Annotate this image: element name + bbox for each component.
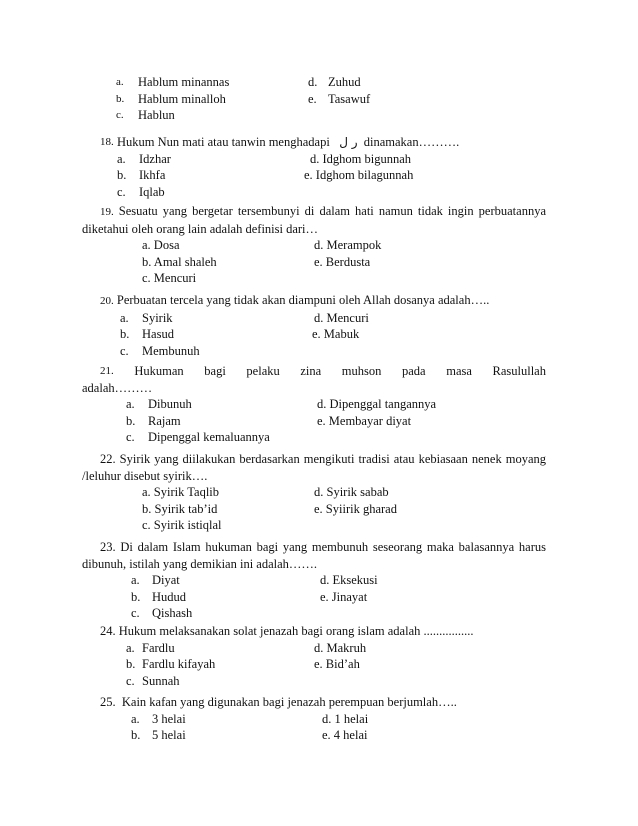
question-number: 25. (100, 695, 116, 709)
question-23 (82, 539, 546, 622)
question-stem (82, 539, 546, 572)
question-stem (117, 134, 459, 151)
option-e: Tasawuf (328, 91, 371, 106)
option-b: Hablum minalloh (138, 91, 226, 106)
option-label: c. (117, 184, 126, 199)
question-25 (82, 694, 546, 744)
option-c: Hablun (138, 108, 175, 122)
option-label: b. (131, 728, 141, 742)
option-label: a. (126, 640, 135, 655)
option-b: Rajam (148, 413, 181, 428)
option-d: d. Eksekusi (320, 573, 378, 587)
question-21 (82, 363, 546, 446)
question-number: 19. (100, 206, 114, 218)
option-e: e. Jinayat (320, 589, 368, 604)
option-label: b. (126, 657, 136, 671)
option-a: Idzhar (139, 151, 171, 166)
option-c: Dipenggal kemaluannya (148, 430, 270, 444)
option-e: e. Syiirik gharad (314, 501, 397, 516)
stem-text: Kain kafan yang digunakan bagi jenazah perempuan berjumlah….. (121, 695, 457, 709)
question-number: 24. (100, 624, 116, 638)
option-c: c. Syirik istiqlal (142, 518, 222, 532)
option-label: a. (131, 573, 140, 587)
question-number: 22. (100, 452, 116, 466)
option-label: a. (116, 76, 124, 88)
stem-word: muhson (341, 364, 382, 378)
option-d: d. Dipenggal tangannya (317, 397, 437, 411)
stem-text: Di dalam Islam hukuman bagi yang membunuh seseorang maka balasannya harus dibunuh, istilah yang demikian ini adalah……. (82, 540, 547, 571)
option-label: a. (126, 397, 135, 411)
option-label: c. (126, 673, 135, 688)
question-number: 21. (100, 365, 114, 377)
option-e: e. Membayar diyat (317, 413, 412, 428)
stem-word: Rasulullah (492, 364, 546, 378)
option-a: a. Dosa (142, 238, 180, 252)
option-c: c. Mencuri (142, 271, 197, 285)
option-label: b. (117, 168, 127, 182)
option-e: e. Berdusta (314, 254, 371, 269)
question-stem (82, 451, 546, 484)
question-19 (82, 203, 546, 287)
option-d: d. Idghom bigunnah (310, 151, 412, 166)
question-stem (82, 203, 546, 237)
stem-word: Hukuman (134, 364, 184, 378)
option-d: d. Syirik sabab (314, 485, 389, 499)
question-24 (82, 623, 546, 689)
option-e: e. Idghom bilagunnah (304, 168, 414, 182)
stem-word: zina (300, 364, 322, 378)
option-b: Hudud (152, 589, 187, 604)
option-b: b. Syirik tab’id (142, 501, 218, 516)
option-b: b. Amal shaleh (142, 254, 217, 269)
option-d: d. Mencuri (314, 310, 369, 325)
option-label: c. (126, 430, 135, 444)
option-e: e. Mabuk (312, 327, 360, 341)
option-c: Sunnah (142, 673, 180, 688)
option-c: Iqlab (139, 184, 165, 199)
stem-text: dinamakan………. (363, 135, 460, 149)
option-b: Fardlu kifayah (142, 657, 216, 671)
arabic-letters: ر ل (339, 135, 358, 149)
option-label: c. (116, 109, 124, 121)
question-number: 20. (100, 295, 114, 307)
option-a: a. Syirik Taqlib (142, 485, 220, 499)
option-label: a. (117, 151, 126, 166)
option-label: b. (126, 413, 136, 428)
option-label: e. (308, 91, 317, 106)
option-label: a. (120, 310, 129, 325)
stem-text: Perbuatan tercela yang tidak akan diampuni oleh Allah dosanya adalah….. (116, 293, 490, 307)
stem-word: pelaku (246, 364, 280, 378)
option-a: Diyat (152, 573, 180, 587)
option-label: d. (308, 75, 318, 89)
option-e: e. 4 helai (322, 728, 368, 742)
question-stem (82, 694, 546, 711)
question-stem (82, 292, 546, 310)
stem-text: Hukum Nun mati atau tanwin menghadapi (117, 135, 330, 149)
question-stem (82, 623, 546, 640)
question-22 (82, 451, 546, 534)
option-c: Membunuh (142, 343, 200, 358)
option-c: Qishash (152, 606, 193, 620)
option-a: 3 helai (152, 711, 186, 726)
question-stem (82, 363, 546, 380)
stem-word: pada (402, 364, 426, 378)
option-label: c. (120, 343, 129, 358)
option-label: b. (131, 589, 141, 604)
question-number: 23. (100, 540, 116, 554)
question-18 (82, 134, 546, 200)
option-d: Zuhud (328, 75, 361, 89)
stem-text: Sesuatu yang bergetar tersembunyi di dalam hati namun tidak ingin perbuatannya diketahui oleh orang lain adalah definisi dari… (82, 204, 546, 236)
option-b: 5 helai (152, 728, 186, 742)
question-number: 18. (100, 136, 114, 148)
question-20 (82, 292, 546, 359)
option-d: d. 1 helai (322, 711, 369, 726)
stem-text: Syirik yang diilakukan berdasarkan mengikuti tradisi atau kebiasaan nenek moyang /leluhur disebut syirik…. (82, 452, 547, 483)
option-label: b. (120, 327, 130, 341)
option-label: c. (131, 606, 140, 620)
option-e: e. Bid’ah (314, 657, 360, 671)
option-b: Hasud (142, 327, 174, 341)
stem-word: bagi (204, 364, 226, 378)
option-label: b. (116, 92, 125, 105)
option-label: a. (131, 711, 140, 726)
option-a: Dibunuh (148, 397, 192, 411)
stem-text: Hukum melaksanakan solat jenazah bagi orang islam adalah ................ (118, 624, 474, 638)
question-17-options (82, 74, 546, 124)
stem-word: masa (446, 364, 472, 378)
option-b: Ikhfa (139, 168, 166, 182)
option-a: Fardlu (142, 640, 175, 655)
option-a: Syirik (142, 310, 173, 325)
option-d: d. Makruh (314, 640, 367, 655)
option-d: d. Merampok (314, 238, 382, 252)
option-a: Hablum minannas (138, 75, 230, 89)
stem-continuation: adalah……… (82, 380, 153, 395)
